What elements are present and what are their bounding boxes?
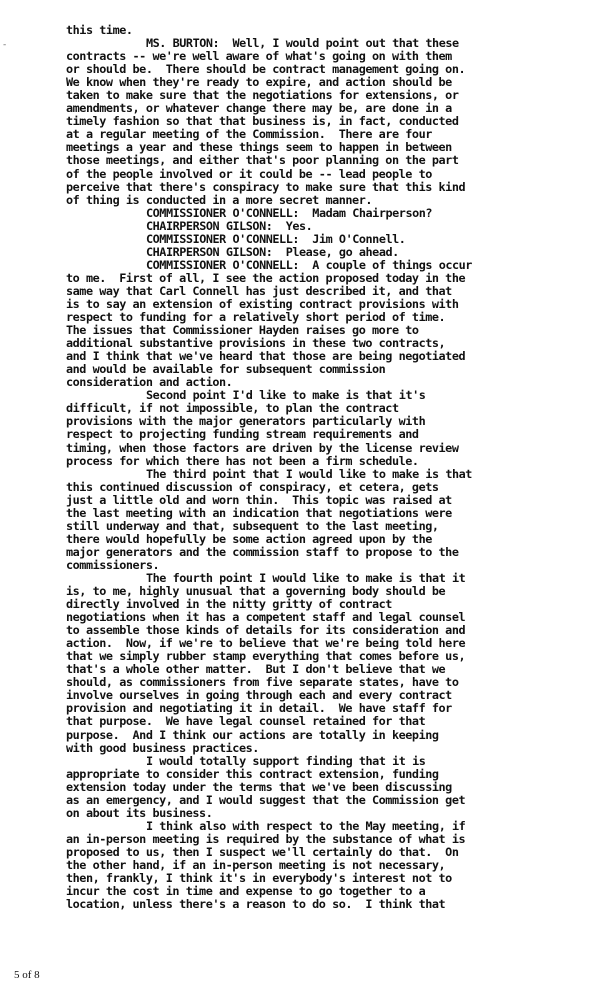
transcript-line: provision and negotiating it in detail. We have staff for — [66, 702, 452, 716]
transcript-line: the last meeting with an indication that negotiations were — [66, 506, 452, 520]
transcript-line: location, unless there's a reason to do so. I think that — [66, 898, 446, 912]
transcript-line: those meetings, and either that's poor planning on the part — [66, 154, 459, 168]
transcript-line: and would be available for subsequent commission — [66, 363, 386, 377]
transcript-line: meetings a year and these things seem to happen in between — [66, 141, 452, 155]
transcript-line: same way that Carl Connell has just described it, and that — [66, 284, 452, 298]
transcript-line: respect to funding for a relatively short period of time. — [66, 311, 446, 325]
transcript-line: COMMISSIONER O'CONNELL: A couple of things occur — [146, 258, 472, 272]
page-number: 5 of 8 — [14, 969, 40, 981]
transcript-line: negotiations when it has a competent staff and legal counsel — [66, 611, 466, 625]
transcript-line: the other hand, if an in-person meeting is not necessary, — [66, 859, 446, 872]
transcript-line: at a regular meeting of the Commission. There are four — [66, 128, 432, 142]
transcript-line: to me. First of all, I see the action proposed today in the — [66, 271, 466, 285]
transcript-line: MS. BURTON: Well, I would point out that these — [146, 37, 459, 51]
margin-mark: - — [3, 40, 7, 50]
transcript-line: of thing is conducted in a more secret manner. — [66, 193, 373, 207]
transcript-line: consideration and action. — [66, 376, 233, 390]
transcript-line: an in-person meeting is required by the substance of what is — [66, 832, 466, 846]
transcript-line: purpose. And I think our actions are totally in keeping — [66, 728, 439, 742]
transcript-body — [66, 24, 601, 911]
transcript-line: of the people involved or it could be -- lead people to — [66, 167, 432, 181]
transcript-line: action. Now, if we're to believe that we're being told here — [66, 637, 466, 651]
transcript-line: I think also with respect to the May meeting, if — [146, 819, 466, 833]
transcript-line: this continued discussion of conspiracy, et cetera, gets — [66, 480, 439, 494]
transcript-line: as an emergency, and I would suggest that the Commission get — [66, 793, 466, 807]
transcript-line: or should be. There should be contract management going on. — [66, 63, 466, 77]
transcript-line: timely fashion so that that business is, in fact, conducted — [66, 115, 459, 129]
transcript-line: just a little old and worn thin. This topic was raised at — [66, 493, 452, 507]
transcript-line: I would totally support finding that it is — [146, 754, 426, 768]
transcript-line: incur the cost in time and expense to go together to a — [66, 885, 426, 899]
transcript-line: Second point I'd like to make is that it's — [146, 389, 426, 403]
transcript-line: still underway and that, subsequent to the last meeting, — [66, 519, 439, 533]
transcript-line: that purpose. We have legal counsel retained for that — [66, 715, 426, 729]
transcript-line: timing, when those factors are driven by the license review — [66, 441, 459, 455]
transcript-line: We know when they're ready to expire, and action should be — [66, 76, 452, 90]
transcript-line: extension today under the terms that we've been discussing — [66, 780, 452, 794]
transcript-line: provisions with the major generators particularly with — [66, 415, 426, 429]
transcript-line: is, to me, highly unusual that a governing body should be — [66, 585, 446, 599]
transcript-line: directly involved in the nitty gritty of contract — [66, 598, 392, 612]
transcript-line: contracts -- we're well aware of what's going on with them — [66, 50, 452, 64]
transcript-line: COMMISSIONER O'CONNELL: Jim O'Connell. — [146, 232, 406, 246]
transcript-line: The third point that I would like to make is that — [146, 467, 472, 481]
transcript-line: and I think that we've heard that those are being negotiated — [66, 350, 466, 364]
transcript-line: that's a whole other matter. But I don't believe that we — [66, 663, 446, 677]
transcript-line: then, frankly, I think it's in everybody's interest not to — [66, 872, 452, 886]
transcript-line: process for which there has not been a firm schedule. — [66, 454, 419, 468]
transcript-line: involve ourselves in going through each and every contract — [66, 689, 452, 703]
transcript-line: COMMISSIONER O'CONNELL: Madam Chairperson? — [146, 206, 433, 220]
transcript-line: perceive that there's conspiracy to make sure that this kind — [66, 180, 466, 194]
transcript-line: CHAIRPERSON GILSON: Please, go ahead. — [146, 245, 399, 259]
transcript-line: is to say an extension of existing contract provisions with — [66, 297, 459, 311]
transcript-line: The issues that Commissioner Hayden raises go more to — [66, 324, 419, 338]
transcript-line: to assemble those kinds of details for its consideration and — [66, 624, 466, 638]
transcript-line: appropriate to consider this contract extension, funding — [66, 767, 439, 781]
transcript-line: The fourth point I would like to make is that it — [146, 571, 466, 585]
transcript-line: should, as commissioners from five separate states, have to — [66, 676, 459, 690]
transcript-line: additional substantive provisions in these two contracts, — [66, 337, 446, 351]
transcript-line: on about its business. — [66, 806, 213, 820]
transcript-line: commissioners. — [66, 558, 160, 572]
transcript-line: amendments, or whatever change there may be, are done in a — [66, 102, 452, 116]
transcript-line: taken to make sure that the negotiations for extensions, or — [66, 89, 459, 103]
transcript-line: difficult, if not impossible, to plan the contract — [66, 402, 399, 416]
transcript-line: respect to projecting funding stream requirements and — [66, 428, 419, 442]
transcript-line: proposed to us, then I suspect we'll certainly do that. On — [66, 845, 459, 859]
transcript-line: there would hopefully be some action agreed upon by the — [66, 532, 432, 546]
transcript-line: that we simply rubber stamp everything that comes before us, — [66, 650, 466, 664]
transcript-line: CHAIRPERSON GILSON: Yes. — [146, 219, 313, 233]
transcript-line: with good business practices. — [66, 741, 259, 755]
transcript-line: major generators and the commission staff to propose to the — [66, 545, 459, 559]
transcript-line: this time. — [66, 24, 133, 37]
